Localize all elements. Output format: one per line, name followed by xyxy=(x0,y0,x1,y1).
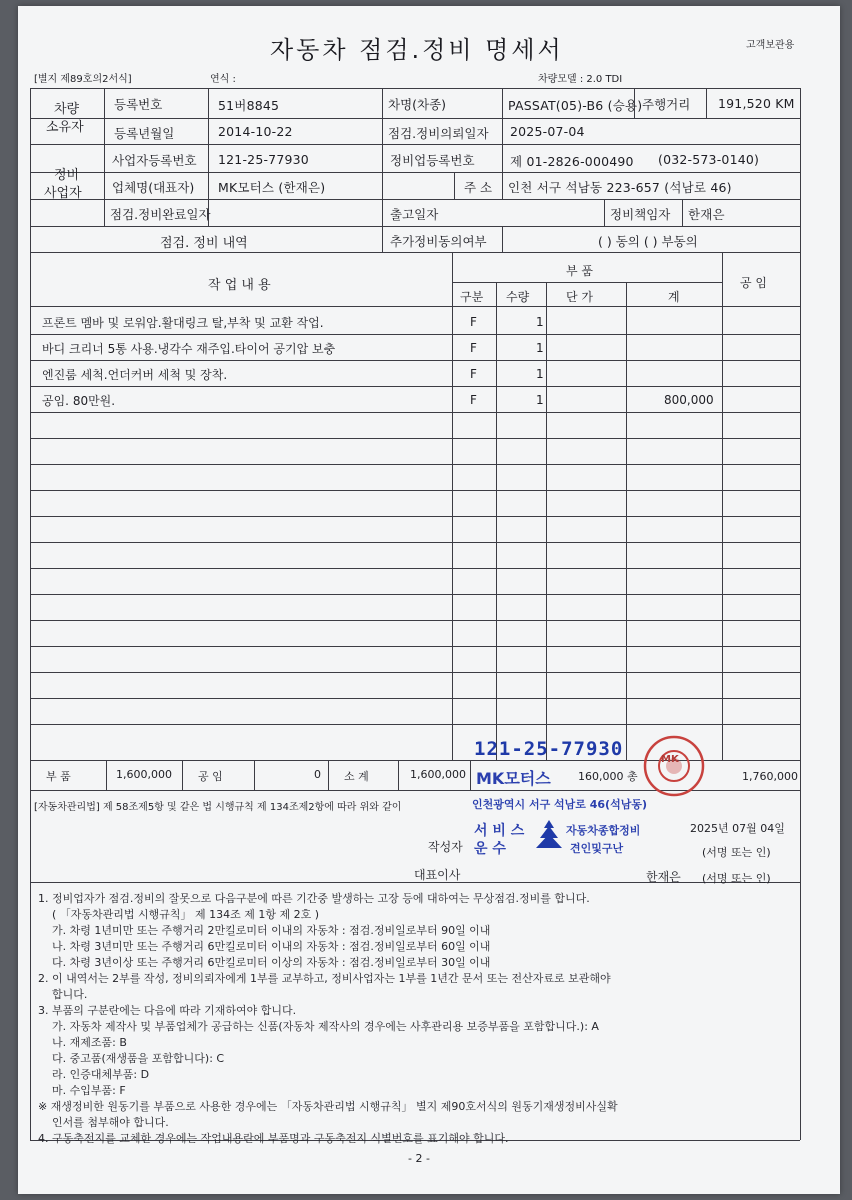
owner-section-label-2: 소유자 xyxy=(46,120,84,135)
work-content-header: 작 업 내 용 xyxy=(208,278,271,293)
note-line: 합니다. xyxy=(52,988,88,1001)
manager-value: 한재은 xyxy=(688,207,725,222)
parts-header: 부 품 xyxy=(566,264,593,278)
total-parts-value: 1,600,000 xyxy=(116,768,172,781)
note-line: 다. 중고품(재생품을 포함합니다): C xyxy=(52,1052,225,1065)
col-type-header: 구분 xyxy=(460,290,484,304)
total-labor-value: 0 xyxy=(314,768,321,781)
copy-label: 고객보관용 xyxy=(746,40,795,51)
shop-reg-value: 제 01-2826-000490 xyxy=(510,154,634,169)
consent-label: 추가정비동의여부 xyxy=(390,234,487,249)
note-line: 나. 차령 3년미만 또는 주행거리 6만킬로미터 이내의 자동차 : 점검.정비일로부터 60일 이내 xyxy=(52,940,491,953)
sign-note-1: (서명 또는 인) xyxy=(702,846,771,859)
writer-label: 작성자 xyxy=(428,840,463,854)
note-line: 4. 구동축전지를 교체한 경우에는 작업내용란에 부품명과 구동축전지 식별번호를 표기해야 합니다. xyxy=(38,1132,509,1145)
vehicle-model: 차량모델 : 2.0 TDI xyxy=(538,74,623,85)
stamp-biz-no: 121-25-77930 xyxy=(474,738,624,760)
red-seal-icon xyxy=(642,734,706,802)
stamp-company: MK모터스 xyxy=(476,766,551,789)
work-row-1-qty: 1 xyxy=(536,315,544,329)
complete-date-label: 점검.정비완료일자 xyxy=(110,207,211,222)
work-row-4-type: F xyxy=(470,393,477,407)
consent-options: ( ) 동의 ( ) 부동의 xyxy=(598,234,698,249)
reg-no-label: 등록번호 xyxy=(114,97,163,112)
page-number: - 2 - xyxy=(408,1152,430,1165)
work-row-2-desc: 바디 크리너 5통 사용.냉각수 재주입.타이어 공기압 보충 xyxy=(42,342,336,356)
request-date-label: 점검.정비의뢰일자 xyxy=(388,126,489,141)
note-line: 가. 차령 1년미만 또는 주행거리 2만킬로미터 이내의 자동차 : 점검.정비일로부터 90일 이내 xyxy=(52,924,491,937)
subtotal-label: 소 계 xyxy=(344,770,369,783)
company-value: MK모터스 (한재은) xyxy=(218,180,326,195)
work-row-2-type: F xyxy=(470,341,477,355)
stamp-service-3: 자동차종합정비 xyxy=(566,824,641,837)
stamp-service-2: 운 수 xyxy=(474,841,506,857)
ceo-label: 대표이사 xyxy=(414,868,461,882)
form-reference: [별지 제89호의2서식] xyxy=(34,74,132,85)
subtotal-value: 1,600,000 xyxy=(410,768,466,781)
shop-phone: (032-573-0140) xyxy=(658,152,760,167)
note-line: 3. 부품의 구분란에는 다음에 따라 기재하여야 합니다. xyxy=(38,1004,297,1017)
work-row-4-desc: 공임. 80만원. xyxy=(42,394,116,408)
note-line: 인서를 첨부해야 합니다. xyxy=(52,1116,169,1129)
vat-total-partial: 160,000 총 xyxy=(578,770,638,783)
model-year-label: 연식 : xyxy=(210,74,236,85)
document-page xyxy=(18,6,840,1194)
document-title: 자동차 점검.정비 명세서 xyxy=(270,36,564,64)
note-line: ※ 재생정비한 원동기를 부품으로 사용한 경우에는 「자동차관리법 시행규칙」 별지 제90호서식의 원동기재생정비사실확 xyxy=(38,1100,618,1113)
note-line: 라. 인증대체부품: D xyxy=(52,1068,150,1081)
col-total-header: 계 xyxy=(668,290,680,304)
shop-reg-label: 정비업등록번호 xyxy=(390,153,475,168)
stamp-service-1: 서 비 스 xyxy=(474,823,525,839)
note-line: 마. 수입부품: F xyxy=(52,1084,126,1097)
mileage-label: 주행거리 xyxy=(642,97,691,112)
certification-statement: [자동차관리법] 제 58조제5항 및 같은 법 시행규칙 제 134조제2항에 따라 위와 같이 xyxy=(34,802,402,813)
work-row-4-qty: 1 xyxy=(536,393,544,407)
note-line: ( 「자동차관리법 시행규칙」 제 134조 제 1항 제 2호 ) xyxy=(52,908,320,921)
work-row-3-qty: 1 xyxy=(536,367,544,381)
work-row-2-qty: 1 xyxy=(536,341,544,355)
note-line: 나. 재제조품: B xyxy=(52,1036,127,1049)
grand-total-value: 1,760,000 xyxy=(742,770,798,783)
labor-header: 공 임 xyxy=(740,276,767,290)
biz-reg-label: 사업자등록번호 xyxy=(112,153,197,168)
work-row-3-desc: 엔진룸 세척.언더커버 세척 및 장착. xyxy=(42,368,228,382)
note-line: 다. 차령 3년이상 또는 주행거리 6만킬로미터 이상의 자동차 : 점검.정비일로부터 30일 이내 xyxy=(52,956,491,969)
stamp-service-4: 견인및구난 xyxy=(570,842,624,855)
company-label: 업체명(대표자) xyxy=(112,180,195,195)
sign-note-2: (서명 또는 인) xyxy=(702,872,771,885)
release-date-label: 출고일자 xyxy=(390,207,439,222)
business-section-label-2: 사업자 xyxy=(44,186,82,201)
note-line: 2. 이 내역서는 2부를 작성, 정비의뢰자에게 1부를 교부하고, 정비사업자는 1부를 1년간 문서 또는 전산자료로 보관해야 xyxy=(38,972,611,985)
work-details-label: 점검. 정비 내역 xyxy=(160,236,248,251)
car-name-value: PASSAT(05)-B6 (승용) xyxy=(508,98,643,113)
owner-section-label-1: 차량 xyxy=(54,102,80,117)
note-line: 가. 자동차 제작사 및 부품업체가 공급하는 신품(자동차 제작사의 경우에는 사후관리용 보증부품을 포함합니다.): A xyxy=(52,1020,599,1033)
work-row-4-total: 800,000 xyxy=(664,393,714,407)
col-qty-header: 수량 xyxy=(506,290,530,304)
reg-date-label: 등록년월일 xyxy=(114,126,175,141)
address-value: 인천 서구 석남동 223-657 (석남로 46) xyxy=(508,180,732,195)
col-unit-price-header: 단 가 xyxy=(566,290,593,304)
mileage-value: 191,520 KM xyxy=(718,96,795,111)
stamp-address: 인천광역시 서구 석남로 46(석남동) xyxy=(472,798,647,811)
request-date-value: 2025-07-04 xyxy=(510,124,585,139)
ceo-name: 한재은 xyxy=(646,870,681,884)
work-row-1-desc: 프론트 멤바 및 로워암.활대링크 탈,부착 및 교환 작업. xyxy=(42,316,324,330)
reg-no-value: 51버8845 xyxy=(218,98,280,113)
manager-label: 정비책임자 xyxy=(610,207,671,222)
stamp-emblem-icon xyxy=(534,818,564,854)
car-name-label: 차명(차종) xyxy=(388,97,447,112)
business-section-label-1: 정비 xyxy=(54,168,80,183)
note-line: 1. 정비업자가 점검.정비의 잘못으로 다음구분에 따른 기간중 발생하는 고장 등에 대하여는 무상점검.정비를 합니다. xyxy=(38,892,590,905)
reg-date-value: 2014-10-22 xyxy=(218,124,293,139)
work-row-3-type: F xyxy=(470,367,477,381)
total-labor-label: 공 임 xyxy=(198,770,223,783)
red-seal-text: MK xyxy=(661,754,679,765)
total-parts-label: 부 품 xyxy=(46,770,71,783)
address-label: 주 소 xyxy=(464,180,493,195)
certification-date: 2025년 07월 04일 xyxy=(690,822,785,835)
work-row-1-type: F xyxy=(470,315,477,329)
biz-reg-value: 121-25-77930 xyxy=(218,152,309,167)
